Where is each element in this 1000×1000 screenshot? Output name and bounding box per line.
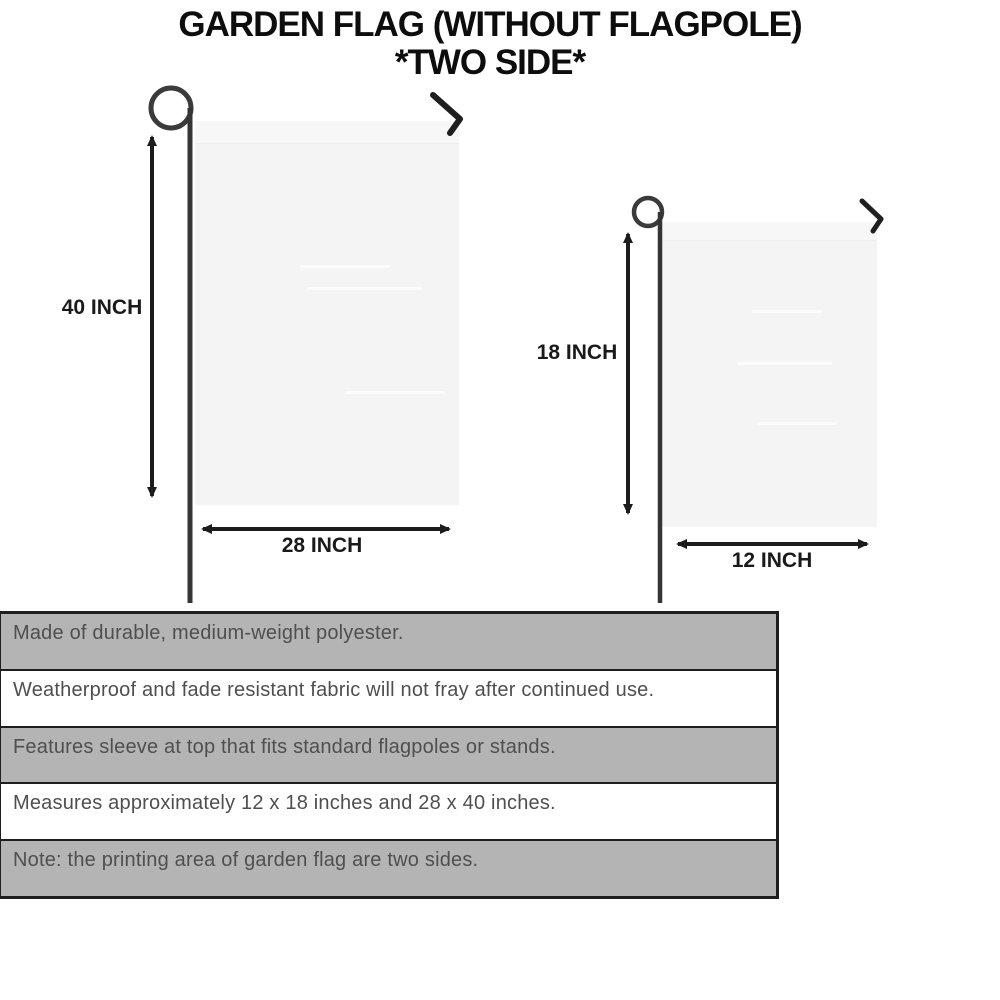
feature-row: [1, 614, 776, 669]
title-line-1: GARDEN FLAG (WITHOUT FLAGPOLE): [178, 5, 802, 44]
fold-highlight: [752, 310, 822, 313]
feature-row: [1, 726, 776, 783]
large-flag-sleeve: [195, 121, 459, 144]
small-flag-height-label: 18 INCH: [536, 341, 618, 364]
large-flag-width-label: 28 INCH: [281, 534, 363, 557]
feature-text: Measures approximately 12 x 18 inches and 28 x 40 inches.: [13, 792, 556, 815]
fold-highlight: [345, 391, 445, 394]
feature-row: [1, 669, 776, 726]
large-flag-height-label: 40 INCH: [61, 296, 143, 319]
fold-highlight: [737, 362, 832, 365]
fold-highlight: [300, 265, 390, 268]
page-title: [0, 6, 980, 82]
feature-row: [1, 782, 776, 839]
feature-text: Note: the printing area of garden flag are two sides.: [13, 849, 479, 872]
feature-text: Weatherproof and fade resistant fabric will not fray after continued use.: [13, 678, 655, 701]
feature-text: Made of durable, medium-weight polyester.: [13, 622, 404, 644]
feature-row: [1, 839, 776, 896]
small-flag-width-label: 12 INCH: [731, 549, 813, 572]
small-flagpole: [634, 198, 662, 603]
large-flagpole: [151, 88, 191, 603]
fold-highlight: [757, 422, 837, 425]
features-panel: [0, 611, 779, 899]
small-flag-illustration: [662, 222, 877, 527]
small-flag-sleeve: [662, 222, 877, 241]
title-line-2: *TWO SIDE*: [394, 43, 586, 82]
feature-text: Features sleeve at top that fits standard flagpoles or stands.: [13, 735, 556, 758]
large-flag-illustration: [195, 121, 459, 505]
fold-highlight: [307, 287, 422, 290]
